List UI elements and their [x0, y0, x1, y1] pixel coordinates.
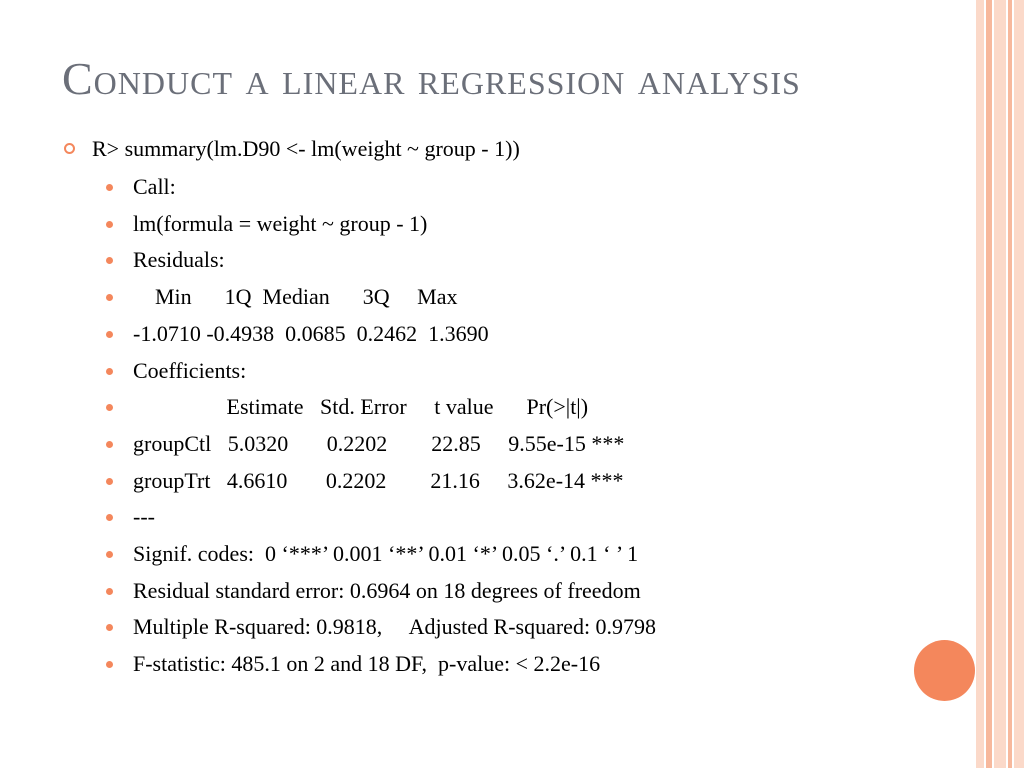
bullet-dot-icon — [106, 478, 113, 485]
stripe — [994, 0, 1006, 768]
list-item: groupTrt 4.6610 0.2202 21.16 3.62e-14 *** — [133, 467, 624, 493]
slide-title: Conduct a linear regression analysis — [62, 53, 801, 104]
orange-circle-decoration — [914, 640, 975, 701]
hollow-circle-bullet-icon — [64, 143, 75, 154]
bullet-dot-icon — [106, 294, 113, 301]
list-item: -1.0710 -0.4938 0.0685 0.2462 1.3690 — [133, 320, 489, 346]
bullet-dot-icon — [106, 624, 113, 631]
bullet-dot-icon — [106, 404, 113, 411]
list-item: F-statistic: 485.1 on 2 and 18 DF, p-value: < 2.2e-16 — [133, 651, 601, 677]
list-item: Min 1Q Median 3Q Max — [133, 284, 458, 310]
list-item: Call: — [133, 174, 176, 199]
list-item: lm(formula = weight ~ group - 1) — [133, 210, 428, 236]
list-item: Multiple R-squared: 0.9818, Adjusted R-squared: 0.9798 — [133, 614, 657, 640]
stripe — [1014, 0, 1024, 768]
list-item: --- — [133, 504, 155, 530]
decorative-stripes — [976, 0, 1024, 768]
bullet-dot-icon — [106, 661, 113, 668]
bullet-dot-icon — [106, 221, 113, 228]
list-item: Signif. codes: 0 ‘***’ 0.001 ‘**’ 0.01 ‘*’ 0.05 ‘.’ 0.1 ‘ ’ 1 — [133, 541, 639, 566]
bullet-dot-icon — [106, 184, 113, 191]
list-item: Residuals: — [133, 247, 225, 273]
list-item: Estimate Std. Error t value Pr(>|t|) — [133, 394, 589, 420]
stripe — [1008, 0, 1012, 768]
list-item: Residual standard error: 0.6964 on 18 degrees of freedom — [133, 577, 641, 603]
stripe — [986, 0, 992, 768]
bullet-dot-icon — [106, 588, 113, 595]
bullet-dot-icon — [106, 331, 113, 338]
bullet-dot-icon — [106, 551, 113, 558]
list-item: groupCtl 5.0320 0.2202 22.85 9.55e-15 *** — [133, 430, 625, 456]
bullet-dot-icon — [106, 514, 113, 521]
list-item: Coefficients: — [133, 357, 247, 383]
main-bullet-text: R> summary(lm.D90 <- lm(weight ~ group - 1)) — [92, 136, 520, 161]
bullet-dot-icon — [106, 368, 113, 375]
stripe — [976, 0, 984, 768]
bullet-dot-icon — [106, 441, 113, 448]
bullet-dot-icon — [106, 257, 113, 264]
